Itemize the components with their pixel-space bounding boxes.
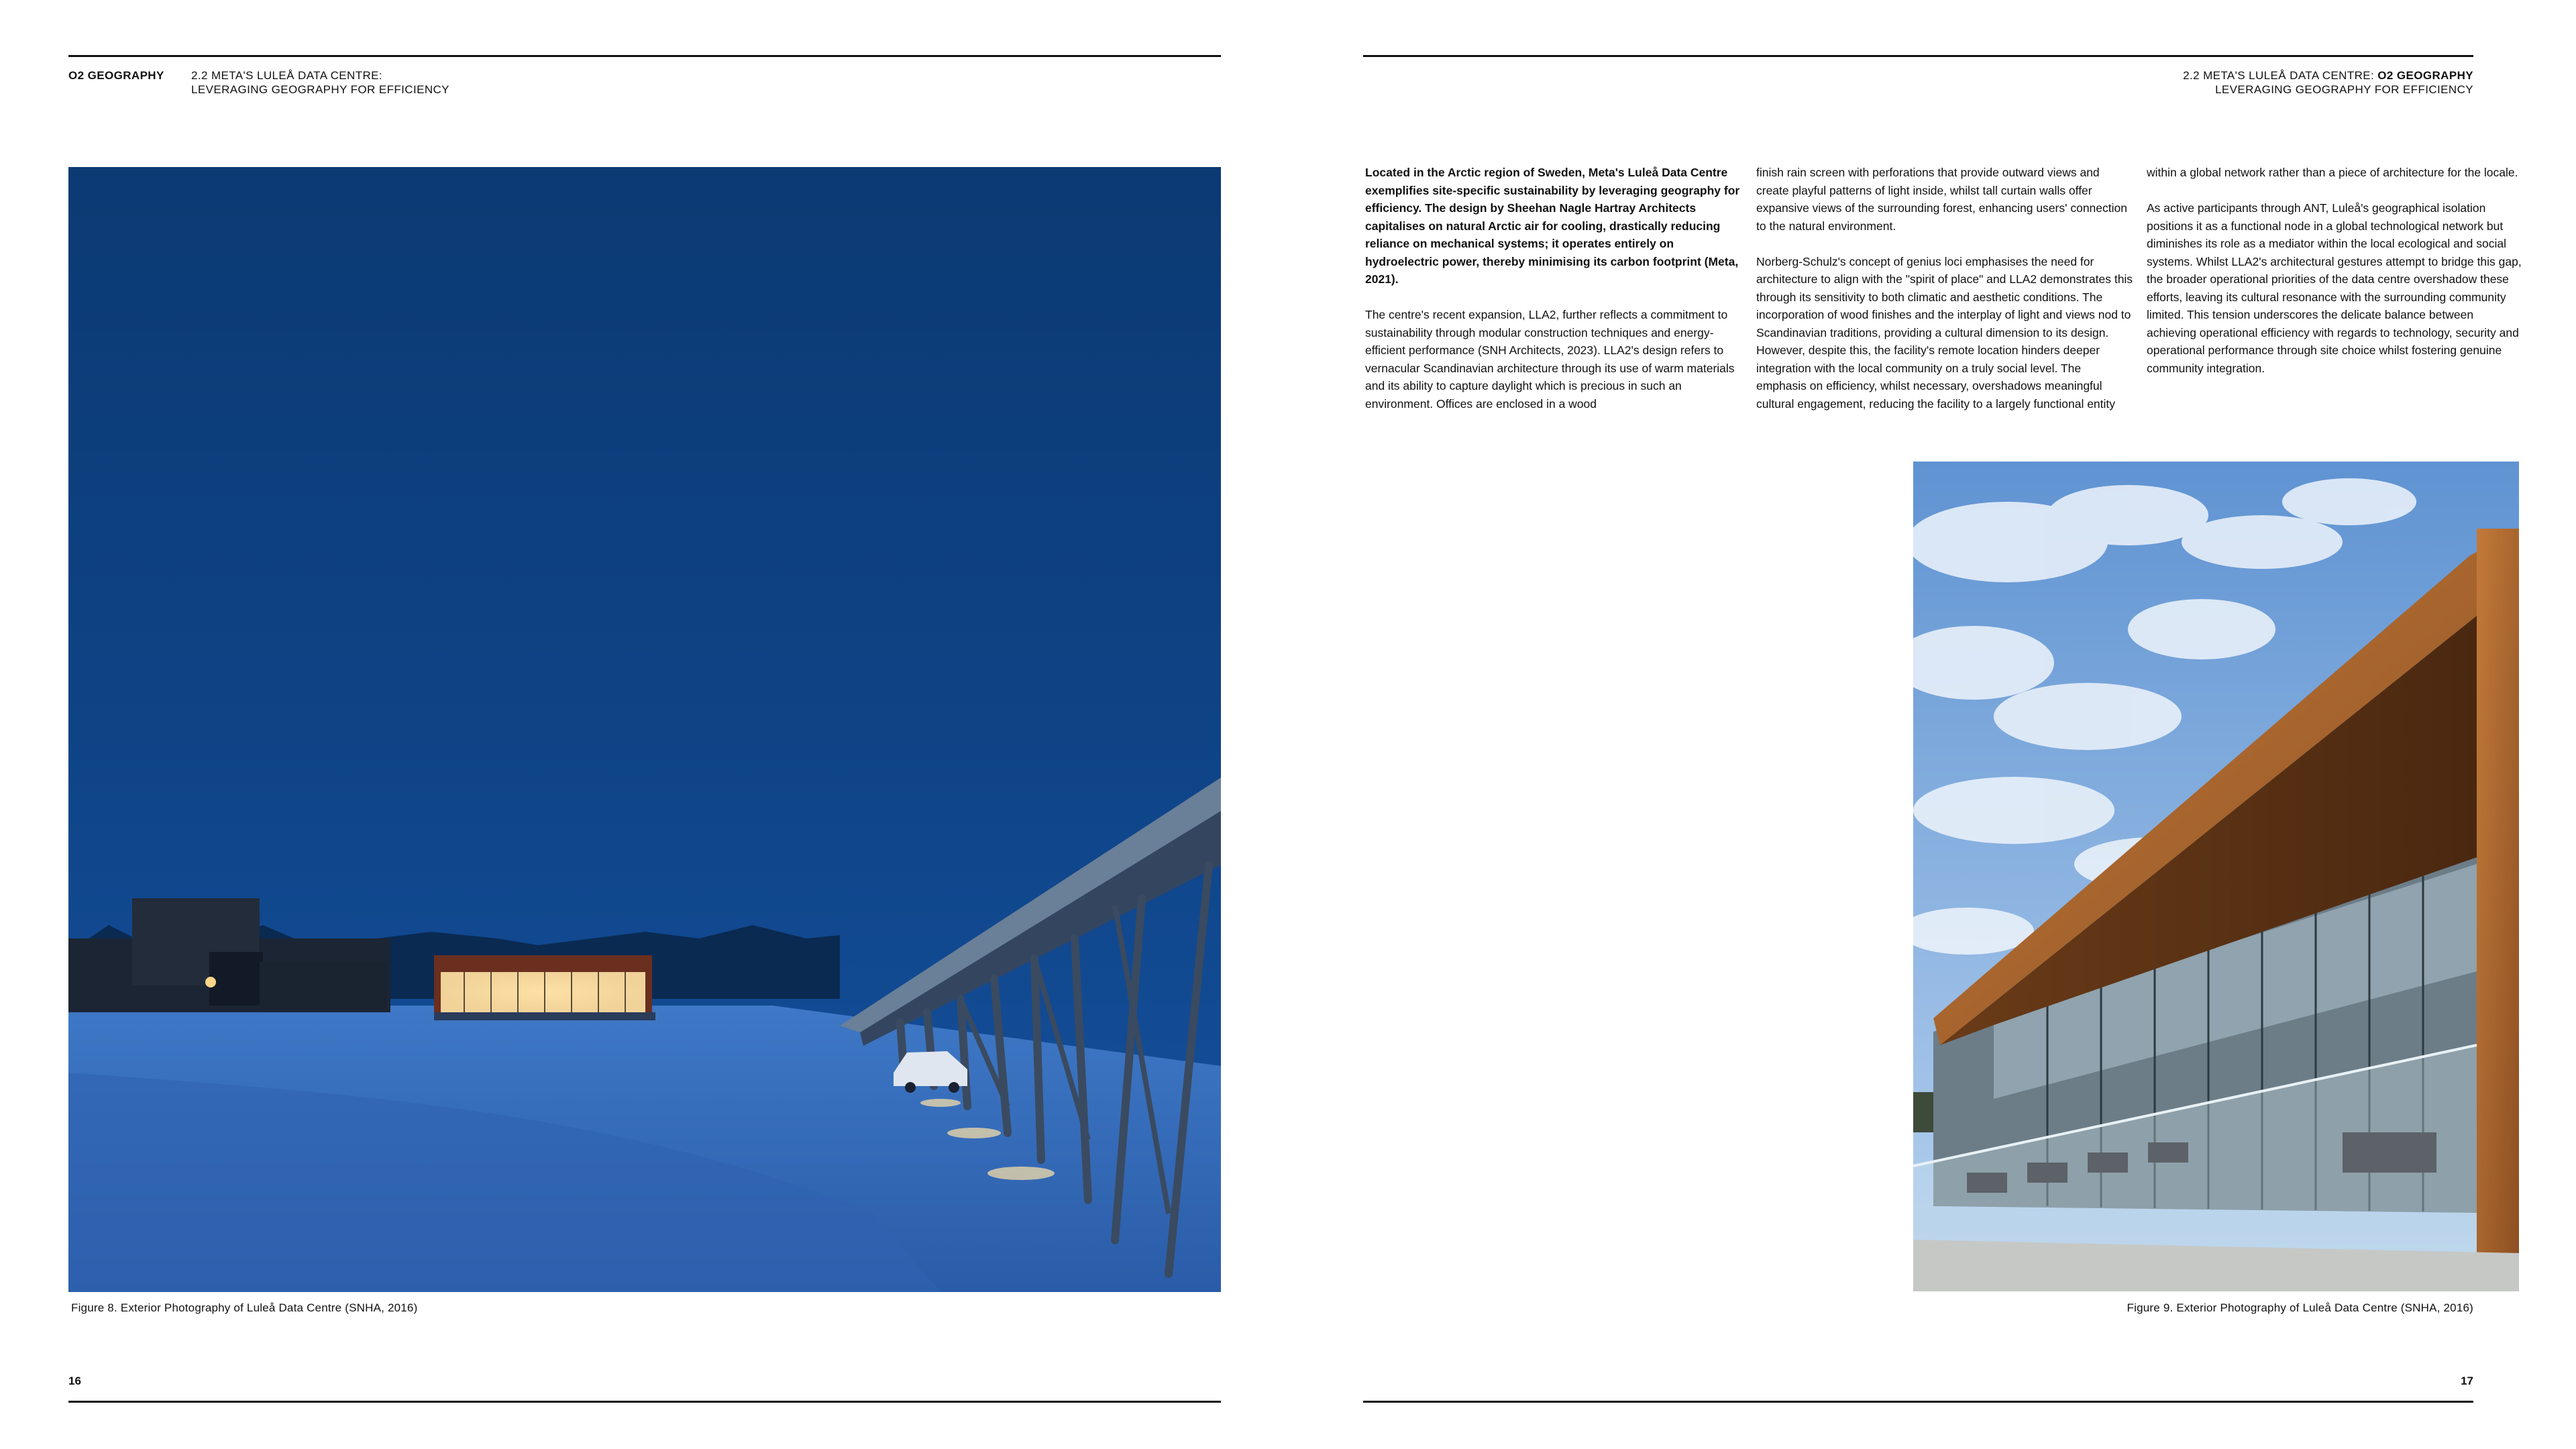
running-header — [2183, 68, 2473, 97]
page-number: 16 — [68, 1375, 81, 1387]
chapter-title-line1: 2.2 META'S LULEÅ DATA CENTRE: — [2183, 69, 2375, 82]
night-scene-illustration — [68, 167, 1221, 1292]
section-label: O2 GEOGRAPHY — [68, 69, 164, 82]
lead-paragraph: Located in the Arctic region of Sweden, Meta's Luleå Data Centre exemplifies site-specific sustainability by leveraging geography for efficiency. The design by Sheehan Nagle Hartray Architects capitalises on natural Arctic air for cooling, drastically reducing reliance on mechanical systems; it operates entirely on hydroelectric power, thereby minimising its carbon footprint (Meta, 2021). — [1365, 166, 1740, 286]
body-paragraph: As active participants through ANT, Luleå's geographical isolation positions it as a functional node in a global technological network but diminishes its role as a mediator within the local ecological and social systems. Whilst LLA2's architectural gestures attempt to bridge this gap, the broader operational priorities of the data centre overshadow these efforts, leaving its cultural resonance with the surrounding community limited. This tension underscores the delicate balance between achieving operational efficiency with regards to technology, security and operational performance through site choice whilst fostering genuine community integration. — [2147, 201, 2522, 375]
body-paragraph: Norberg-Schulz's concept of genius loci emphasises the need for architecture to align with the "spirit of place" and LLA2 demonstrates this through its sensitivity to both climatic and aesthetic conditions. The incorporation of wood finishes and the interplay of light and views nod to Scandinavian traditions, providing a cultural dimension to its design. However, despite this, the facility's remote location hinders deeper integration with the local community on a truly social level. The emphasis on efficiency, whilst necessary, overshadows meaningful cultural engagement, reducing the facility to a largely functional entity — [1756, 254, 2133, 411]
chapter-title-line1: 2.2 META'S LULEÅ DATA CENTRE: — [191, 69, 383, 82]
body-paragraph: within a global network rather than a piece of architecture for the locale. — [2147, 166, 2518, 179]
right-page — [1288, 0, 2576, 1449]
text-column-2 — [1756, 164, 2134, 431]
text-column-1 — [1365, 164, 1743, 431]
chapter-title-line2: LEVERAGING GEOGRAPHY FOR EFFICIENCY — [191, 83, 449, 96]
chapter-title-line2: LEVERAGING GEOGRAPHY FOR EFFICIENCY — [2215, 83, 2473, 96]
top-rule — [1363, 55, 2473, 57]
figure-9-caption: Figure 9. Exterior Photography of Luleå Data Centre (SNHA, 2016) — [2127, 1301, 2473, 1314]
top-rule — [68, 55, 1221, 57]
body-paragraph: The centre's recent expansion, LLA2, further reflects a commitment to sustainability through modular construction techniques and energy-efficient performance (SNH Architects, 2023). LLA2's design refers to vernacular Scandinavian architecture through its use of warm materials and its ability to capture daylight which is precious in such an environment. Offices are enclosed in a wood — [1365, 308, 1735, 411]
text-column-3 — [2147, 164, 2524, 395]
figure-8-photo — [68, 167, 1221, 1292]
section-label: O2 GEOGRAPHY — [2377, 69, 2473, 82]
body-paragraph: finish rain screen with perforations that provide outward views and create playful patterns of light inside, whilst tall curtain walls offer expansive views of the surrounding forest, enhancing users' connection to the natural environment. — [1756, 166, 2127, 233]
chapter-title — [191, 68, 449, 97]
page-number: 17 — [2461, 1375, 2473, 1387]
figure-8-caption: Figure 8. Exterior Photography of Luleå Data Centre (SNHA, 2016) — [71, 1301, 418, 1314]
bottom-rule — [1363, 1401, 2473, 1403]
running-header-line1 — [2183, 68, 2473, 83]
figure-9-photo — [1913, 462, 2519, 1291]
day-scene-illustration — [1913, 462, 2519, 1291]
bottom-rule — [68, 1401, 1221, 1403]
